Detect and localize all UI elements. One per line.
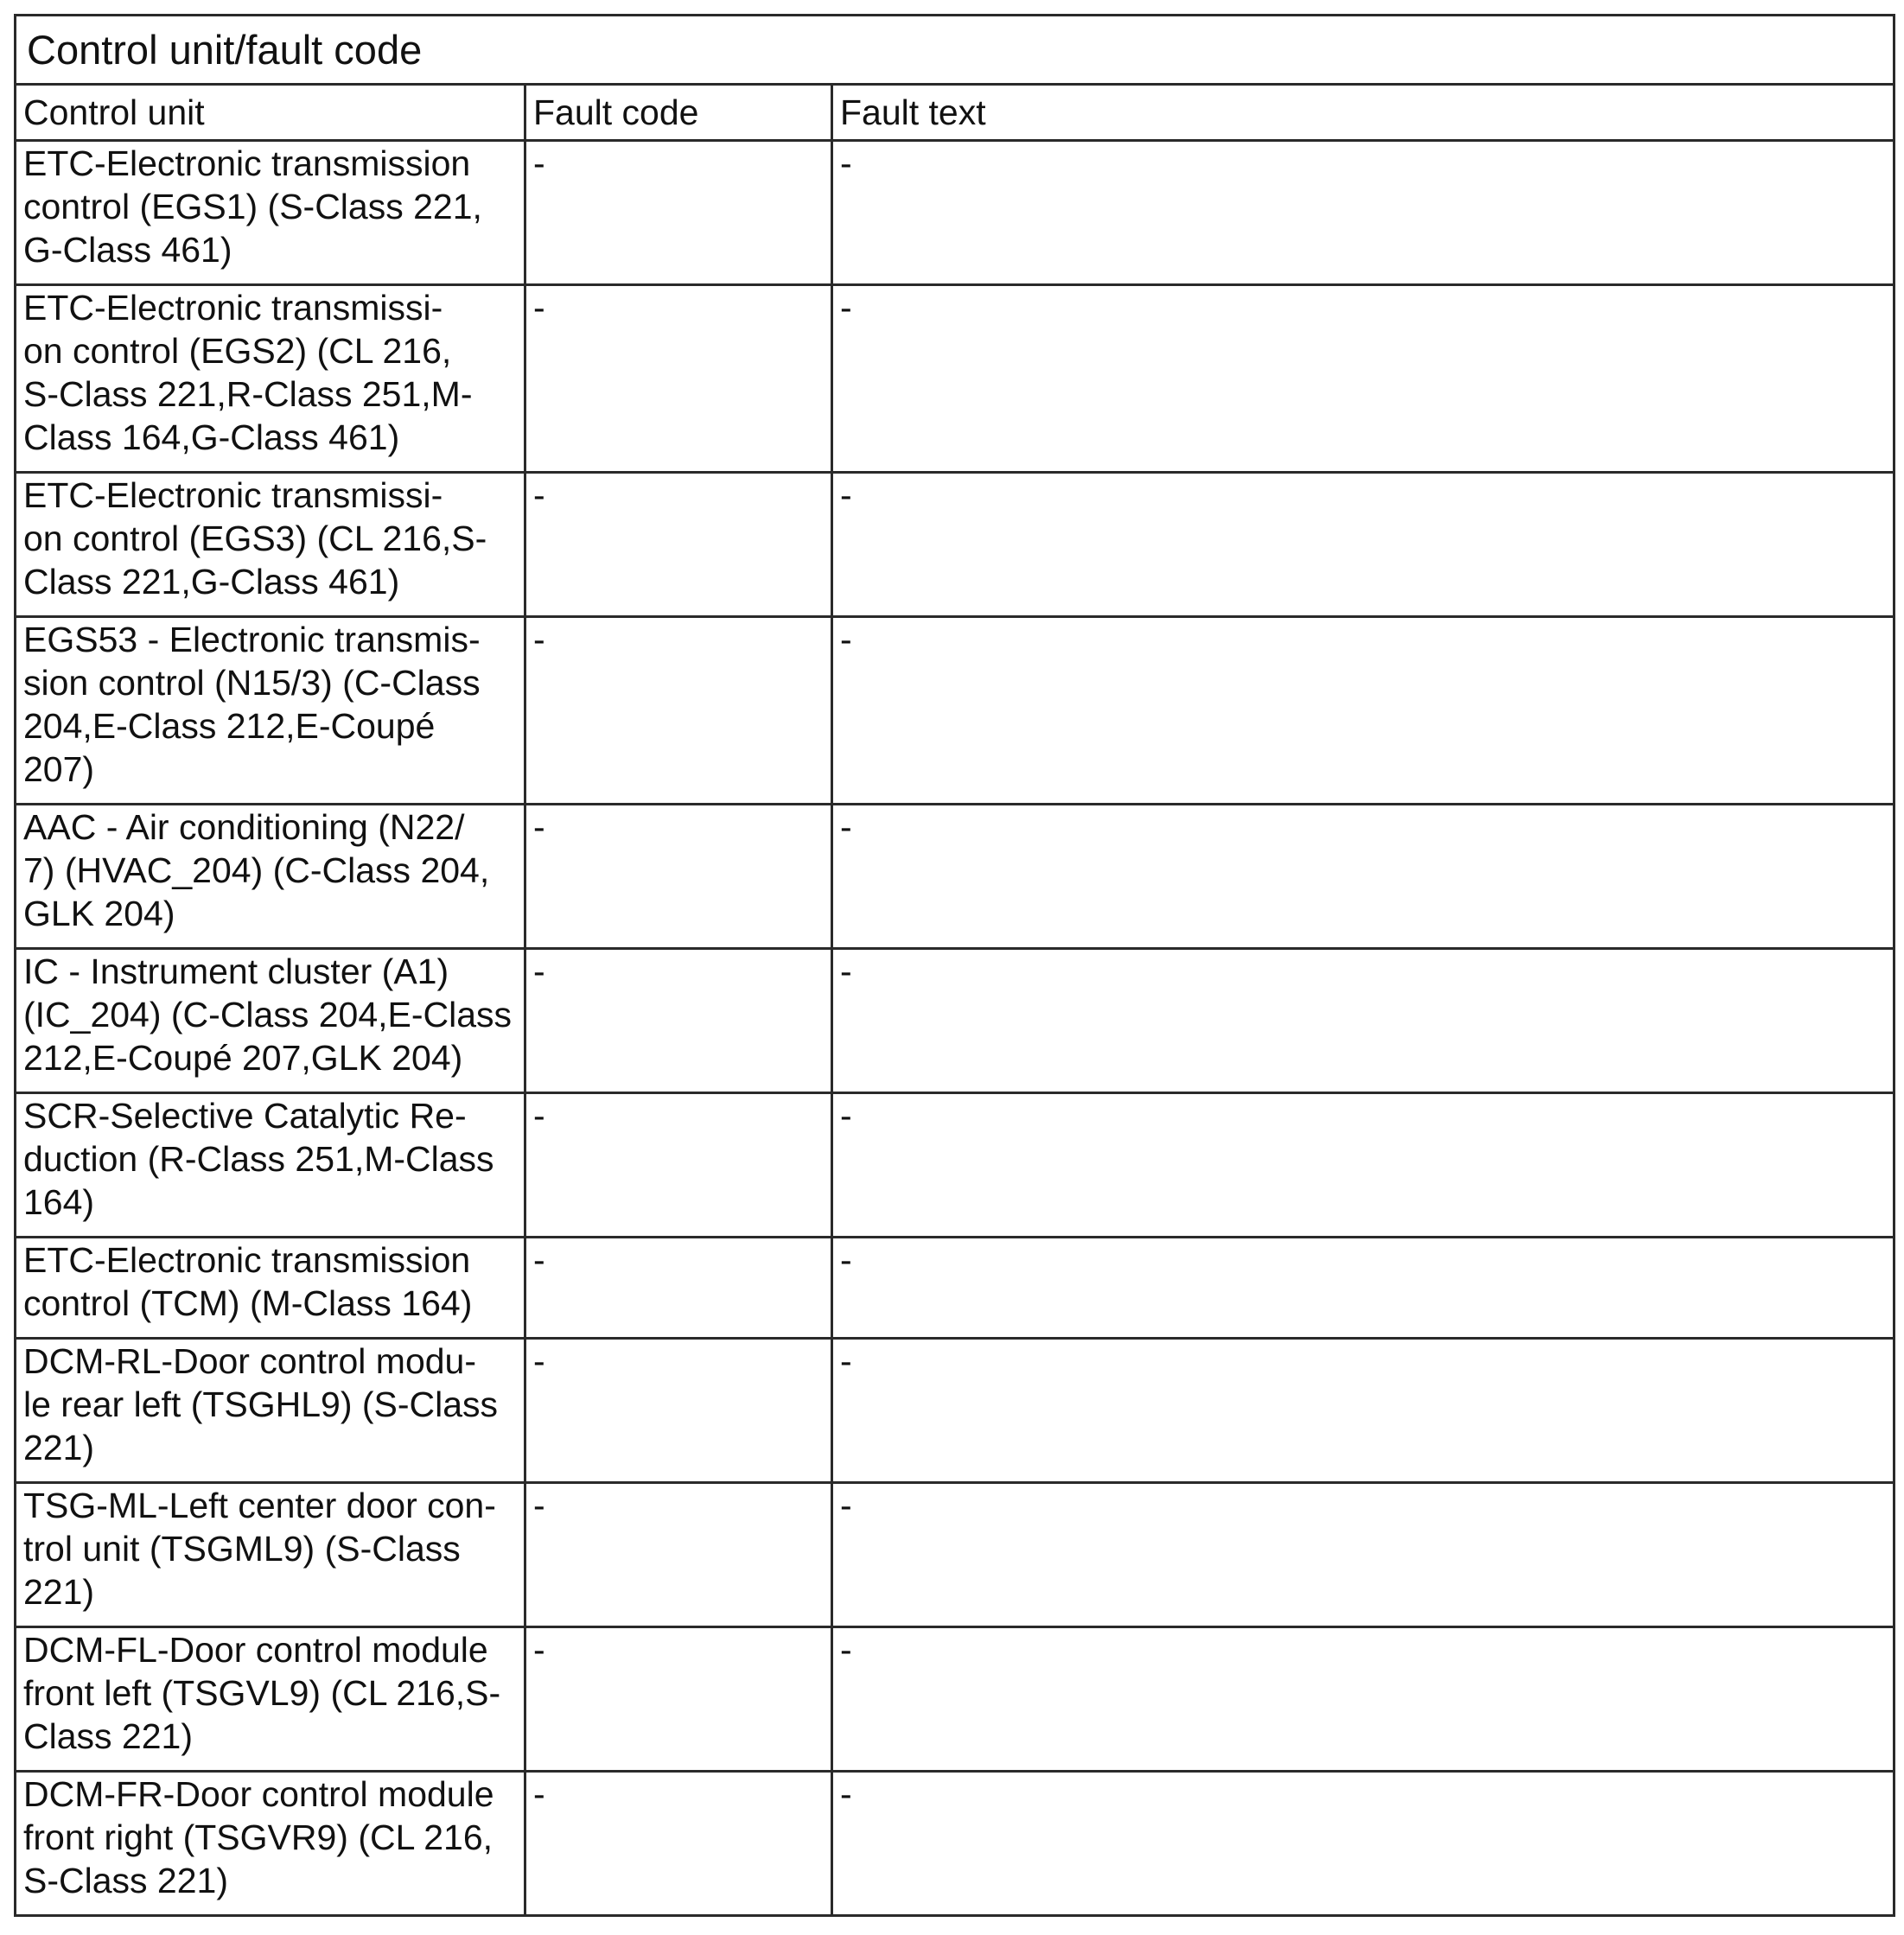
fault-text-cell: - xyxy=(832,1093,1894,1238)
control-unit-cell: ETC-Electronic transmissi- on control (EGS2) (CL 216, S-Class 221,R-Class 251,M- Class 164,G-Class 461) xyxy=(16,285,525,473)
fault-code-cell: - xyxy=(525,1339,832,1483)
control-unit-cell: ETC-Electronic transmission control (TCM) (M-Class 164) xyxy=(16,1238,525,1339)
table-row xyxy=(16,949,1894,1093)
fault-text-cell: - xyxy=(832,1238,1894,1339)
table-row xyxy=(16,805,1894,949)
table-header-row xyxy=(16,85,1894,141)
fault-code-cell: - xyxy=(525,1627,832,1772)
header-fault-text: Fault text xyxy=(832,85,1894,141)
control-unit-cell: TSG-ML-Left center door con- trol unit (TSGML9) (S-Class 221) xyxy=(16,1483,525,1627)
fault-text-cell: - xyxy=(832,617,1894,805)
table-row xyxy=(16,1483,1894,1627)
fault-code-cell: - xyxy=(525,473,832,617)
fault-code-cell: - xyxy=(525,617,832,805)
control-unit-cell: EGS53 - Electronic transmis- sion control (N15/3) (C-Class 204,E-Class 212,E-Coupé 207) xyxy=(16,617,525,805)
control-unit-cell: IC - Instrument cluster (A1) (IC_204) (C-Class 204,E-Class 212,E-Coupé 207,GLK 204) xyxy=(16,949,525,1093)
table-row xyxy=(16,285,1894,473)
control-unit-cell: DCM-FL-Door control module front left (TSGVL9) (CL 216,S- Class 221) xyxy=(16,1627,525,1772)
table-row xyxy=(16,1093,1894,1238)
fault-text-cell: - xyxy=(832,805,1894,949)
table-row xyxy=(16,1627,1894,1772)
table-title: Control unit/fault code xyxy=(16,16,1894,85)
control-unit-cell: SCR-Selective Catalytic Re- duction (R-Class 251,M-Class 164) xyxy=(16,1093,525,1238)
table-row xyxy=(16,473,1894,617)
fault-code-cell: - xyxy=(525,1093,832,1238)
fault-code-cell: - xyxy=(525,1483,832,1627)
fault-text-cell: - xyxy=(832,1339,1894,1483)
table-row xyxy=(16,141,1894,285)
fault-code-cell: - xyxy=(525,285,832,473)
fault-text-cell: - xyxy=(832,141,1894,285)
fault-code-cell: - xyxy=(525,1238,832,1339)
fault-text-cell: - xyxy=(832,1772,1894,1916)
table-row xyxy=(16,1238,1894,1339)
fault-code-table xyxy=(14,14,1895,1917)
control-unit-cell: AAC - Air conditioning (N22/ 7) (HVAC_204) (C-Class 204, GLK 204) xyxy=(16,805,525,949)
header-control-unit: Control unit xyxy=(16,85,525,141)
fault-code-cell: - xyxy=(525,141,832,285)
fault-text-cell: - xyxy=(832,285,1894,473)
fault-text-cell: - xyxy=(832,473,1894,617)
fault-code-cell: - xyxy=(525,949,832,1093)
control-unit-cell: ETC-Electronic transmission control (EGS1) (S-Class 221, G-Class 461) xyxy=(16,141,525,285)
header-fault-code: Fault code xyxy=(525,85,832,141)
control-unit-cell: ETC-Electronic transmissi- on control (EGS3) (CL 216,S- Class 221,G-Class 461) xyxy=(16,473,525,617)
fault-text-cell: - xyxy=(832,1483,1894,1627)
fault-text-cell: - xyxy=(832,1627,1894,1772)
table-row xyxy=(16,617,1894,805)
fault-code-cell: - xyxy=(525,1772,832,1916)
control-unit-cell: DCM-FR-Door control module front right (TSGVR9) (CL 216, S-Class 221) xyxy=(16,1772,525,1916)
fault-code-cell: - xyxy=(525,805,832,949)
fault-text-cell: - xyxy=(832,949,1894,1093)
table-row xyxy=(16,1772,1894,1916)
table-title-row xyxy=(16,16,1894,85)
table-row xyxy=(16,1339,1894,1483)
control-unit-cell: DCM-RL-Door control modu- le rear left (TSGHL9) (S-Class 221) xyxy=(16,1339,525,1483)
